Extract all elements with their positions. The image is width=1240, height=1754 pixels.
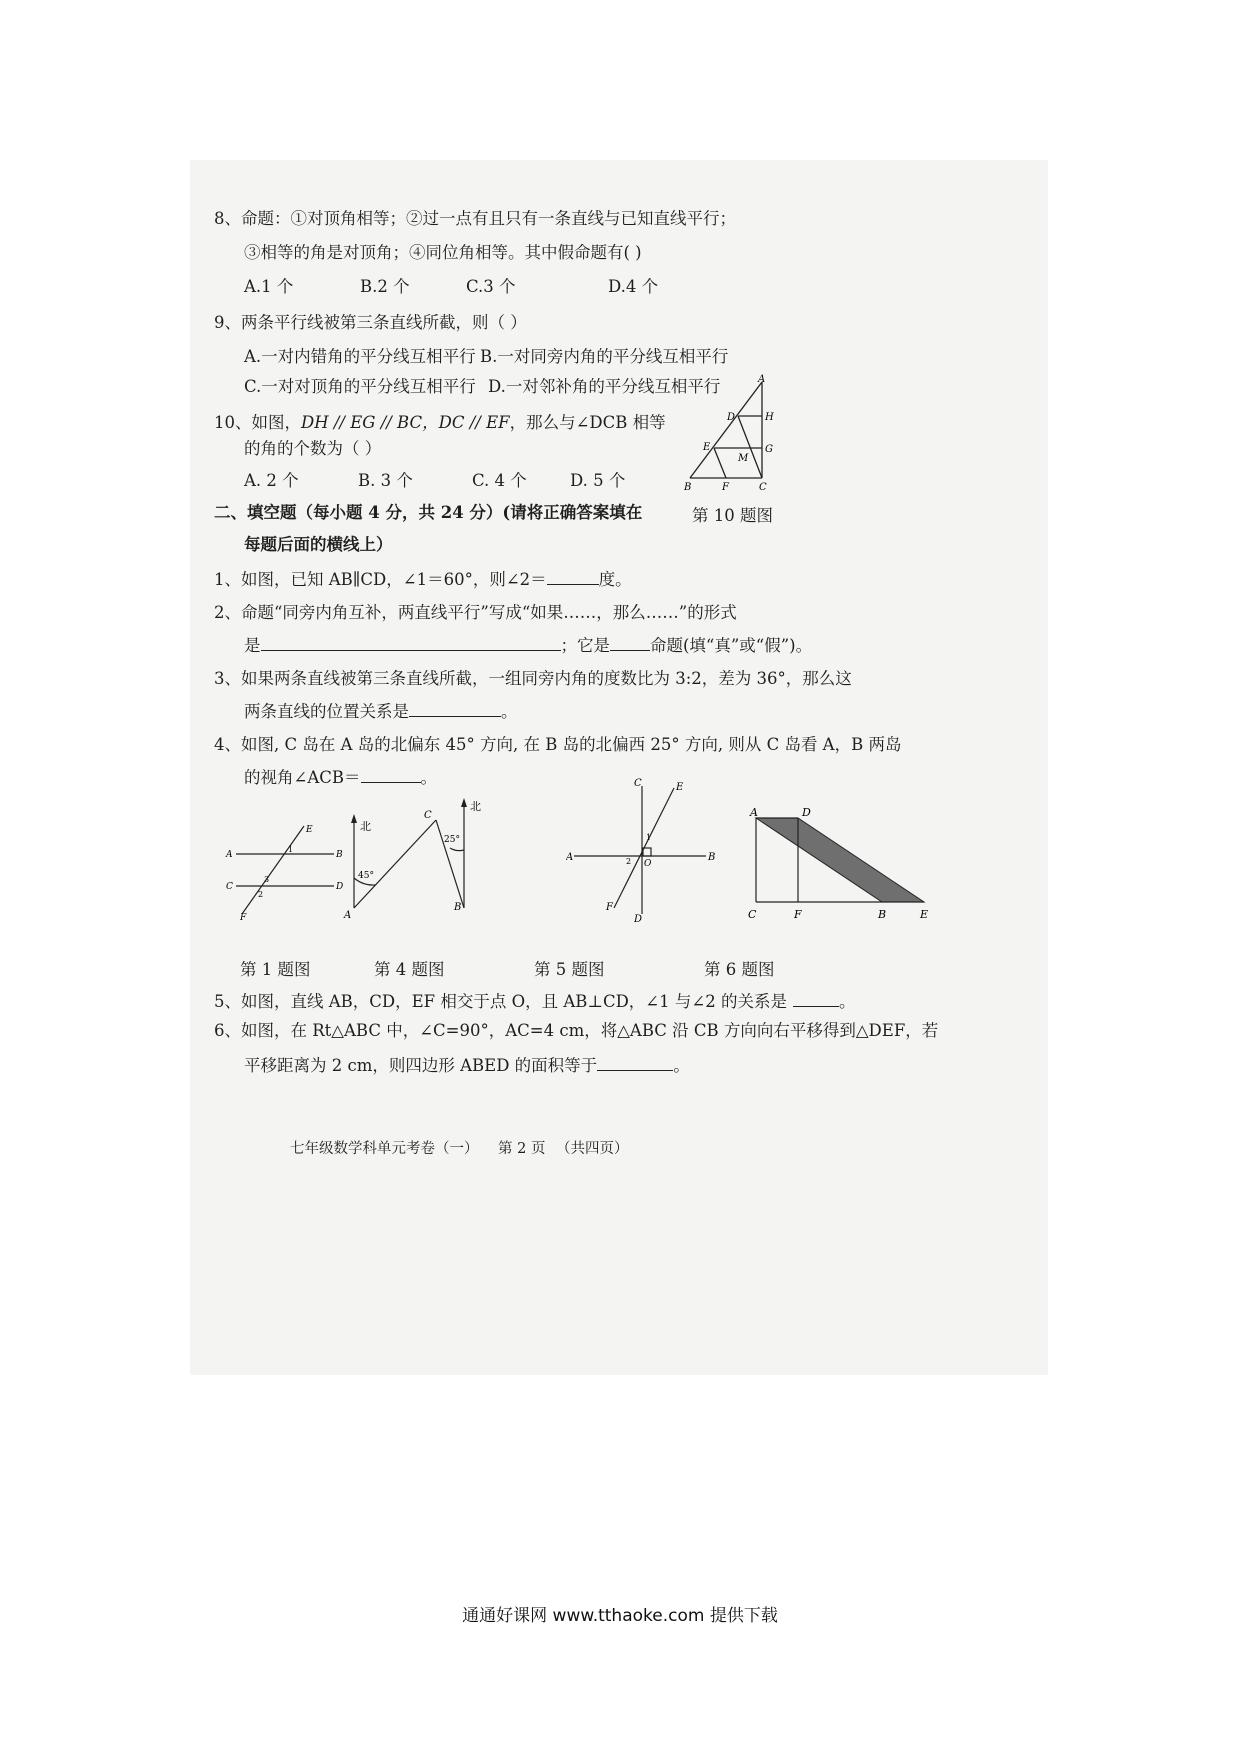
fig1-label-b: B — [336, 850, 343, 860]
q9-option-d: D.一对邻补角的平分线互相平行 — [488, 377, 721, 396]
fill-q2-blank-statement[interactable] — [261, 634, 561, 651]
fig1-caption: 第 1 题图 — [240, 960, 311, 979]
q10-option-a: A. 2 个 — [244, 471, 299, 490]
fill-q3-end: 。 — [501, 702, 518, 721]
figure-4 — [340, 790, 510, 920]
fill-q4-end: 。 — [420, 768, 437, 787]
fill-q3-blank[interactable] — [409, 700, 501, 717]
fig4-label-north-b: 北 — [470, 800, 481, 813]
q10-line1 — [214, 412, 666, 434]
q9-line1: 9、两条平行线被第三条直线所截，则（ ） — [214, 313, 527, 332]
fig5-caption: 第 5 题图 — [534, 960, 605, 979]
fig4-label-c: C — [424, 810, 432, 821]
fill-q3-line1: 3、如果两条直线被第三条直线所截，一组同旁内角的度数比为 3:2，差为 36°，那么这 — [214, 669, 852, 688]
fig4-label-45: 45° — [358, 871, 374, 881]
fill-q6-line1: 6、如图，在 Rt△ABC 中，∠C=90°，AC=4 cm，将△ABC 沿 CB 方向向右平移得到△DEF，若 — [214, 1021, 939, 1040]
q10-line2: 的角的个数为（ ） — [244, 439, 382, 458]
fig1-label-e: E — [306, 825, 313, 835]
q10-prefix: 10、如图， — [214, 413, 301, 432]
fill-q6-prefix: 平移距离为 2 cm，则四边形 ABED 的面积等于 — [244, 1056, 598, 1075]
footer-page-number: 第 2 页 — [498, 1141, 546, 1157]
fill-q4-line1: 4、如图, C 岛在 A 岛的北偏东 45° 方向, 在 B 岛的北偏西 25° 方向, 则从 C 岛看 A，B 两岛 — [214, 735, 902, 754]
fig4-line-ac — [354, 820, 436, 908]
fig6-caption: 第 6 题图 — [704, 960, 775, 979]
fig5-label-b: B — [708, 852, 716, 863]
fig4-label-25: 25° — [444, 835, 460, 845]
fig10-line-ef — [714, 448, 726, 478]
fill-q6-end: 。 — [673, 1056, 690, 1075]
q8-line2: ③相等的角是对顶角；④同位角相等。其中假命题有( ) — [244, 243, 642, 262]
fig6-label-d: D — [802, 806, 811, 819]
q9-option-a: A.一对内错角的平分线互相平行 — [244, 347, 476, 366]
fig10-label-e: E — [703, 442, 711, 453]
figure-6 — [744, 806, 944, 926]
fig1-label-c: C — [226, 882, 233, 892]
fill-q5-blank[interactable] — [793, 990, 839, 1007]
q10-suffix: ，那么与∠DCB 相等 — [509, 413, 666, 432]
fig4-label-b: B — [454, 902, 462, 913]
fill-q1 — [214, 568, 632, 591]
figure-5 — [566, 772, 726, 922]
section2-title-cont: 每题后面的横线上） — [244, 535, 393, 554]
fig4-arrow-b — [461, 798, 467, 807]
q8-option-a: A.1 个 — [244, 277, 294, 296]
fig1-label-d: D — [336, 882, 344, 892]
fig6-label-c: C — [748, 908, 757, 921]
fill-q3-prefix: 两条直线的位置关系是 — [244, 702, 409, 721]
fig6-shaded-region — [756, 818, 924, 902]
fig10-label-h: H — [765, 412, 774, 423]
footer-total-pages: （共四页） — [556, 1141, 629, 1157]
fig4-label-north-a: 北 — [360, 820, 371, 833]
fig1-line-ef — [242, 826, 304, 914]
fill-q2-middle: ；它是 — [560, 636, 610, 655]
fig5-right-angle — [643, 848, 651, 856]
fig10-label-d: D — [727, 412, 736, 423]
fig10-caption: 第 10 题图 — [692, 506, 773, 525]
fig10-label-a: A — [758, 374, 766, 385]
fig5-label-d: D — [634, 914, 643, 922]
fill-q1-text: 1、如图，已知 AB∥CD，∠1＝60°，则∠2＝ — [214, 570, 547, 589]
fill-q2-line2 — [244, 634, 812, 657]
fig4-label-a: A — [344, 910, 352, 920]
fig5-label-a: A — [566, 852, 574, 863]
fill-q5-end: 。 — [838, 992, 856, 1011]
q8-option-c: C.3 个 — [466, 277, 516, 296]
fig1-label-3: 3 — [264, 875, 270, 884]
fig5-label-c: C — [634, 778, 642, 789]
footer-exam-title: 七年级数学科单元考卷（一） — [290, 1141, 479, 1157]
fill-q2-line1: 2、命题“同旁内角互补，两直线平行”写成“如果……，那么……”的形式 — [214, 603, 737, 622]
q10-option-c: C. 4 个 — [472, 471, 527, 490]
q8-line1: 8、命题：①对顶角相等；②过一点有且只有一条直线与已知直线平行； — [214, 209, 736, 228]
fig1-label-2: 2 — [258, 890, 264, 899]
fig6-label-b: B — [878, 908, 887, 921]
fig10-label-f: F — [722, 482, 729, 493]
fig5-label-o: O — [644, 859, 652, 869]
fig10-label-g: G — [765, 444, 773, 455]
q10-option-d: D. 5 个 — [570, 471, 626, 490]
fill-q4-line2 — [244, 766, 437, 789]
fig4-caption: 第 4 题图 — [374, 960, 445, 979]
fig10-label-b: B — [684, 482, 692, 493]
fill-q6-blank[interactable] — [597, 1054, 673, 1071]
fill-q2-suffix: 命题(填“真”或“假”)。 — [650, 636, 813, 655]
fill-q5-text: 5、如图，直线 AB，CD，EF 相交于点 O，且 AB⊥CD，∠1 与∠2 的关系是 — [214, 992, 787, 1011]
figure-1 — [222, 822, 352, 922]
fill-q2-prefix: 是 — [244, 636, 261, 655]
fig4-arrow-a — [351, 814, 357, 823]
section2-title: 二、填空题（每小题 4 分，共 24 分）(请将正确答案填在 — [214, 503, 643, 522]
fig1-label-1: 1 — [288, 845, 294, 854]
fig10-line-ab — [690, 382, 762, 478]
q8-option-b: B.2 个 — [360, 277, 410, 296]
download-credit: 通通好课网 www.tthaoke.com 提供下载 — [462, 1606, 778, 1626]
fill-q1-blank[interactable] — [547, 568, 599, 585]
q10-expression: DH // EG // BC，DC // EF — [301, 413, 510, 432]
fig6-label-f: F — [794, 908, 802, 921]
q9-option-b: B.一对同旁内角的平分线互相平行 — [480, 347, 729, 366]
fig6-label-e: E — [920, 908, 929, 921]
fig6-label-a: A — [750, 806, 758, 819]
fig10-label-c: C — [759, 482, 767, 493]
fill-q6-line2 — [244, 1054, 690, 1077]
fig5-label-f: F — [606, 902, 613, 913]
fig10-label-m: M — [738, 453, 749, 464]
fig10-line-dc — [738, 416, 762, 478]
fill-q2-blank-truth[interactable] — [610, 634, 650, 651]
fill-q5 — [214, 990, 855, 1013]
fig5-label-1: 1 — [646, 833, 652, 842]
fig1-label-f: F — [240, 913, 247, 922]
q8-option-d: D.4 个 — [608, 277, 659, 296]
fill-q4-prefix: 的视角∠ACB＝ — [244, 768, 361, 787]
fill-q4-blank[interactable] — [361, 766, 421, 783]
fig4-line-bc — [436, 820, 464, 908]
figure-10 — [682, 372, 792, 496]
fig1-label-a: A — [226, 850, 233, 860]
q9-option-c: C.一对对顶角的平分线互相平行 — [244, 377, 476, 396]
q10-option-b: B. 3 个 — [358, 471, 413, 490]
fig4-angle-b — [450, 848, 464, 851]
fill-q3-line2 — [244, 700, 518, 723]
fill-q1-unit: 度。 — [598, 570, 632, 589]
fig5-label-2: 2 — [626, 857, 632, 866]
fig5-label-e: E — [676, 782, 684, 793]
